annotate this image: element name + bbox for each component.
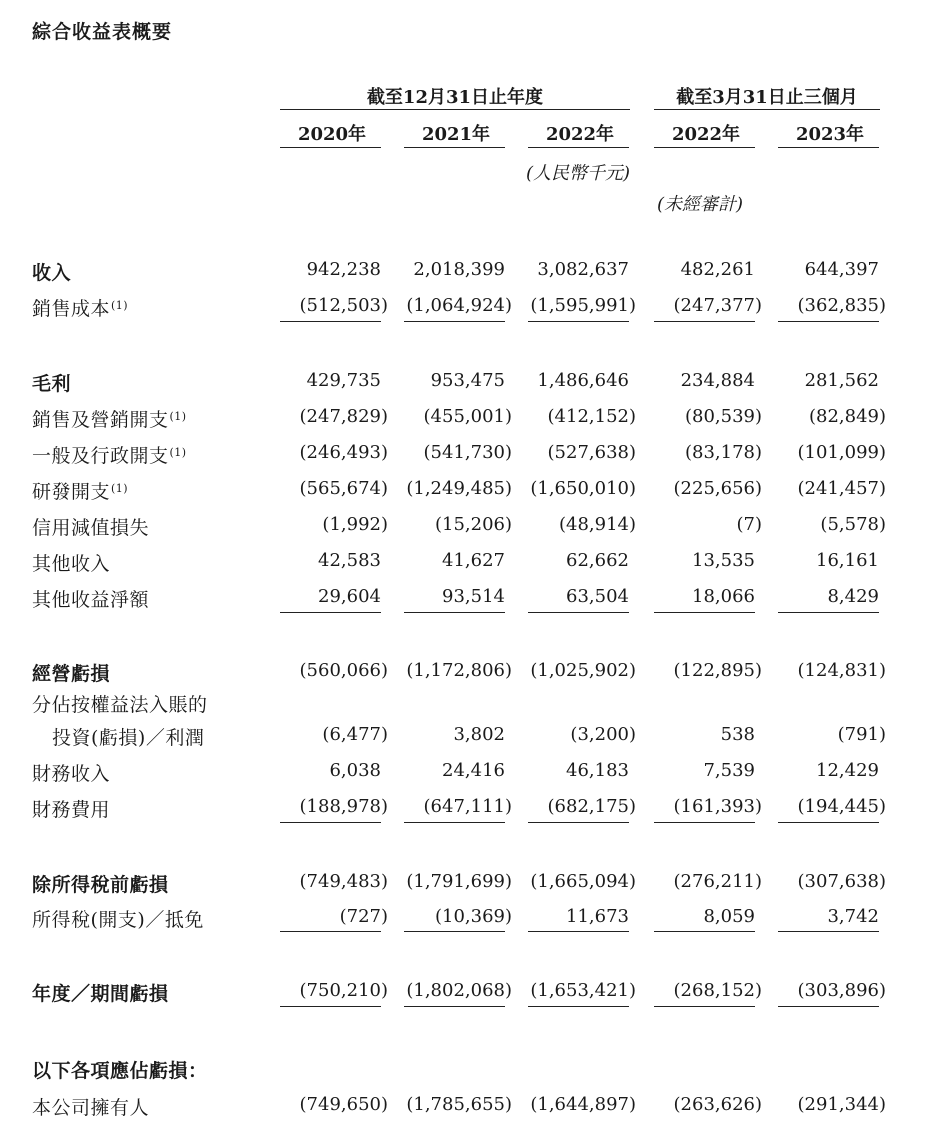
cell: (246,493) [299, 442, 388, 463]
cell: 281,562 [804, 370, 879, 391]
total-rule [778, 1006, 879, 1007]
total-rule [404, 1006, 505, 1007]
cell: (1,992) [322, 514, 388, 535]
subtotal-rule [778, 931, 879, 932]
cell: (303,896) [797, 980, 886, 1001]
footnote-marker: (1) [111, 482, 129, 495]
row-label: 經營虧損 [32, 663, 111, 685]
cell: 2,018,399 [413, 259, 505, 280]
cell: (727) [339, 906, 388, 927]
cell: (263,626) [673, 1094, 762, 1115]
cell: (80,539) [684, 406, 762, 427]
cell: (15,206) [434, 514, 512, 535]
page-title: 綜合收益表概要 [32, 21, 173, 43]
cell: 7,539 [703, 760, 755, 781]
cell: 24,416 [442, 760, 505, 781]
subtotal-rule [280, 931, 381, 932]
cell: 13,535 [692, 550, 755, 571]
cell: (268,152) [673, 980, 762, 1001]
cell: 3,802 [453, 724, 505, 745]
header-rule [280, 109, 630, 110]
row-label: 財務收入 [32, 763, 111, 785]
cell: (247,829) [299, 406, 388, 427]
subtotal-rule [778, 612, 879, 613]
subtotal-rule [280, 822, 381, 823]
row-label: 收入 [32, 262, 72, 284]
subtotal-rule [528, 931, 629, 932]
year-rule [528, 147, 629, 148]
cell: (7) [736, 514, 762, 535]
unaudited-note: (未經審計) [656, 194, 744, 215]
header-rule [654, 109, 880, 110]
cell: (455,001) [423, 406, 512, 427]
cell: 63,504 [566, 586, 629, 607]
cell: 6,038 [329, 760, 381, 781]
subtotal-rule [280, 321, 381, 322]
cell: 538 [720, 724, 755, 745]
cell: (1,802,068) [406, 980, 512, 1001]
subtotal-rule [280, 612, 381, 613]
subtotal-rule [654, 822, 755, 823]
row-label: 所得稅(開支)／抵免 [32, 909, 204, 931]
row-label: 分佔按權益法入賬的 [32, 694, 208, 716]
cell: 482,261 [680, 259, 755, 280]
cell: 953,475 [430, 370, 505, 391]
subtotal-rule [778, 822, 879, 823]
cell: (749,650) [299, 1094, 388, 1115]
row-label: 以下各項應佔虧損： [32, 1060, 208, 1082]
year-header: 2020年 [297, 124, 367, 145]
total-rule [654, 1006, 755, 1007]
cell: 62,662 [566, 550, 629, 571]
year-header: 2022年 [671, 124, 741, 145]
cell: 18,066 [692, 586, 755, 607]
cell: 41,627 [442, 550, 505, 571]
row-label: 其他收益淨額 [32, 589, 150, 611]
cell: 1,486,646 [537, 370, 629, 391]
cell: (1,791,699) [406, 871, 512, 892]
cell: 16,161 [816, 550, 879, 571]
row-label: 一般及行政開支$^{(1)}$ [32, 445, 187, 467]
cell: (1,650,010) [530, 478, 636, 499]
cell: (3,200) [570, 724, 636, 745]
subtotal-rule [404, 612, 505, 613]
subtotal-rule [778, 321, 879, 322]
cell: (565,674) [299, 478, 388, 499]
cell: (749,483) [299, 871, 388, 892]
row-label: 投資(虧損)／利潤 [52, 727, 205, 749]
row-label: 銷售成本$^{(1)}$ [32, 298, 129, 320]
subtotal-rule [404, 822, 505, 823]
cell: 429,735 [306, 370, 381, 391]
row-label: 財務費用 [32, 799, 111, 821]
cell: (101,099) [797, 442, 886, 463]
subtotal-rule [528, 321, 629, 322]
group-header-year-ended: 截至12月31日止年度 [366, 87, 544, 108]
cell: (541,730) [423, 442, 512, 463]
cell: (1,172,806) [406, 660, 512, 681]
cell: 29,604 [318, 586, 381, 607]
cell: (791) [837, 724, 886, 745]
cell: 11,673 [566, 906, 629, 927]
cell: (1,025,902) [530, 660, 636, 681]
row-label: 其他收入 [32, 553, 111, 575]
cell: (276,211) [673, 871, 762, 892]
cell: (682,175) [547, 796, 636, 817]
year-rule [654, 147, 755, 148]
cell: 3,742 [827, 906, 879, 927]
cell: (83,178) [684, 442, 762, 463]
cell: (291,344) [797, 1094, 886, 1115]
row-label: 信用減值損失 [32, 517, 150, 539]
cell: (5,578) [820, 514, 886, 535]
cell: (512,503) [299, 295, 388, 316]
cell: (1,249,485) [406, 478, 512, 499]
footnote-marker: (1) [111, 299, 129, 312]
subtotal-rule [404, 321, 505, 322]
year-rule [280, 147, 381, 148]
cell: (247,377) [673, 295, 762, 316]
cell: (10,369) [434, 906, 512, 927]
year-header: 2021年 [421, 124, 491, 145]
cell: (1,785,655) [406, 1094, 512, 1115]
row-label: 研發開支$^{(1)}$ [32, 481, 129, 503]
cell: (241,457) [797, 478, 886, 499]
subtotal-rule [654, 321, 755, 322]
cell: (225,656) [673, 478, 762, 499]
cell: (750,210) [299, 980, 388, 1001]
cell: 3,082,637 [537, 259, 629, 280]
cell: (412,152) [547, 406, 636, 427]
cell: (1,595,991) [530, 295, 636, 316]
row-label: 除所得稅前虧損 [32, 874, 169, 896]
year-rule [404, 147, 505, 148]
cell: 942,238 [306, 259, 381, 280]
cell: (6,477) [322, 724, 388, 745]
cell: (527,638) [547, 442, 636, 463]
cell: 93,514 [442, 586, 505, 607]
cell: (122,895) [673, 660, 762, 681]
row-label: 年度／期間虧損 [32, 983, 169, 1005]
subtotal-rule [654, 931, 755, 932]
year-header: 2023年 [795, 124, 865, 145]
cell: (362,835) [797, 295, 886, 316]
cell: (1,644,897) [530, 1094, 636, 1115]
row-label: 銷售及營銷開支$^{(1)}$ [32, 409, 187, 431]
row-label: 本公司擁有人 [32, 1097, 150, 1119]
subtotal-rule [404, 931, 505, 932]
cell: 42,583 [318, 550, 381, 571]
cell: 234,884 [680, 370, 755, 391]
footnote-marker: (1) [169, 446, 187, 459]
cell: (560,066) [299, 660, 388, 681]
cell: (48,914) [558, 514, 636, 535]
total-rule [280, 1006, 381, 1007]
group-header-three-months: 截至3月31日止三個月 [676, 87, 858, 108]
total-rule [528, 1006, 629, 1007]
row-label: 毛利 [32, 373, 72, 395]
cell: (188,978) [299, 796, 388, 817]
cell: 8,059 [703, 906, 755, 927]
cell: (124,831) [797, 660, 886, 681]
cell: (1,653,421) [530, 980, 636, 1001]
subtotal-rule [654, 612, 755, 613]
cell: (161,393) [673, 796, 762, 817]
footnote-marker: (1) [169, 410, 187, 423]
cell: 46,183 [566, 760, 629, 781]
cell: 8,429 [827, 586, 879, 607]
cell: (194,445) [797, 796, 886, 817]
cell: 12,429 [816, 760, 879, 781]
year-header: 2022年 [545, 124, 615, 145]
subtotal-rule [528, 822, 629, 823]
cell: (1,064,924) [406, 295, 512, 316]
cell: (647,111) [423, 796, 512, 817]
currency-note: (人民幣千元) [525, 163, 631, 184]
cell: (82,849) [808, 406, 886, 427]
year-rule [778, 147, 879, 148]
subtotal-rule [528, 612, 629, 613]
cell: (1,665,094) [530, 871, 636, 892]
cell: 644,397 [804, 259, 879, 280]
cell: (307,638) [797, 871, 886, 892]
